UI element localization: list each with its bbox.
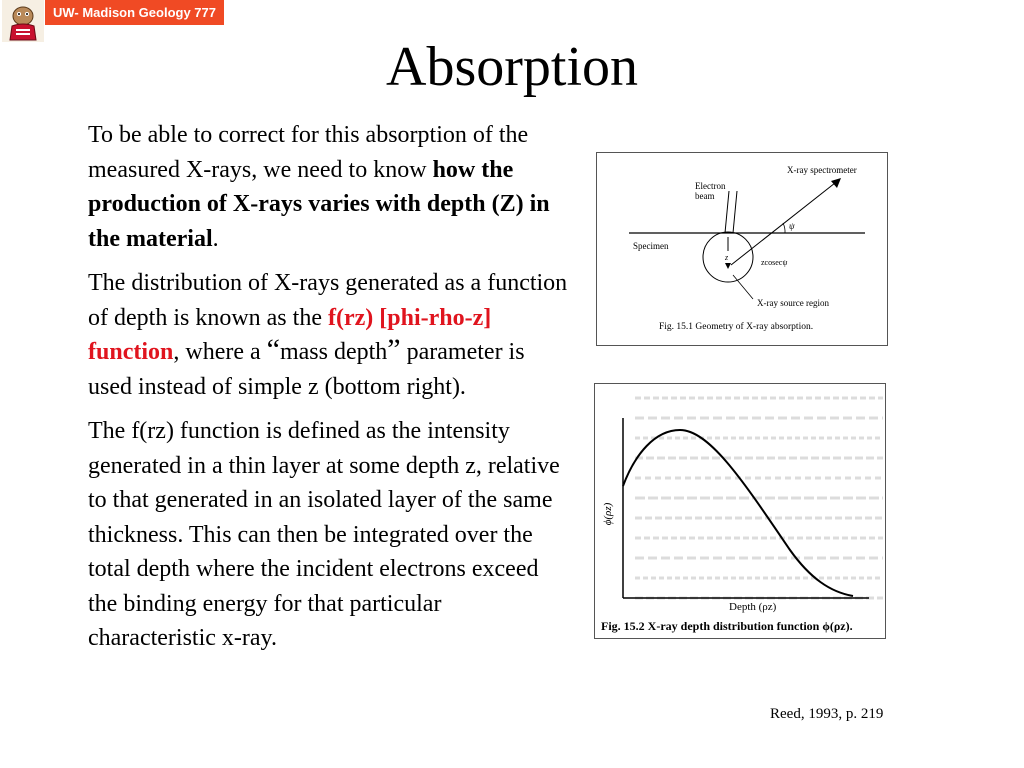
paragraph-3: The f(rz) function is defined as the intensity generated in a thin layer at some depth z, relative to that generated in an isolated layer of the same thickness. This can then be integrated over the total depth where the incident electrons exceed the binding energy for that particular characteristic x-ray. [88,418,560,651]
zcosec-label: zcosecψ [761,258,788,267]
psi-label: ψ [789,221,795,231]
specimen-label: Specimen [633,241,669,251]
p2-open-quote: “ [266,333,280,366]
p2-red-text: f(rz) [phi-rho-z] function [88,304,492,365]
slide-body [88,118,568,666]
x-axis-label: Depth (ρz) [729,601,777,613]
beam-label-2: beam [695,191,715,201]
p2-close-quote: ” [387,333,401,366]
paragraph-1 [88,118,568,256]
p2-text-b: , where a [173,339,267,365]
citation: Reed, 1993, p. 219 [770,706,884,722]
depth-arrow-head [725,263,731,269]
angle-arc [783,223,785,233]
phi-rho-z-curve [623,430,853,596]
xray-path-arrow-head [831,178,841,188]
p1-text: To be able to correct for this absorption of the measured X-rays, we need to know [88,122,529,183]
figure2-caption: Fig. 15.2 X-ray depth distribution function ϕ(ρz). [601,619,853,633]
depth-z-label: z [725,253,729,262]
y-axis-label: ϕ(ρz) [602,502,614,526]
xray-geometry-diagram [597,153,887,345]
paragraph-2 [88,266,568,404]
p2-text-c: mass depth [279,339,388,365]
slide-title: Absorption [386,36,638,98]
figure-xray-geometry [596,152,888,346]
xray-path-line [731,183,835,265]
p2-text-d: parameter is used instead of simple z (bottom right). [88,339,525,400]
source-region-label: X-ray source region [757,298,829,308]
depth-distribution-chart [595,384,885,638]
source-region-pointer [733,275,753,299]
p2-text-a: The distribution of X-rays generated as a function of depth is known as the [88,270,568,331]
beam-line-right [733,191,737,233]
beam-label-1: Electron [695,181,726,191]
p1-end: . [212,225,219,252]
faded-background-text [635,398,883,598]
beam-line-left [725,191,729,233]
course-tag: UW- Madison Geology 777 [45,0,224,25]
figure1-caption: Fig. 15.1 Geometry of X-ray absorption. [659,322,814,332]
p1-bold-text: how the production of X-rays varies with depth (Z) in the material [88,156,550,252]
spectrometer-label: X-ray spectrometer [787,165,857,175]
figure-depth-distribution [594,383,886,639]
